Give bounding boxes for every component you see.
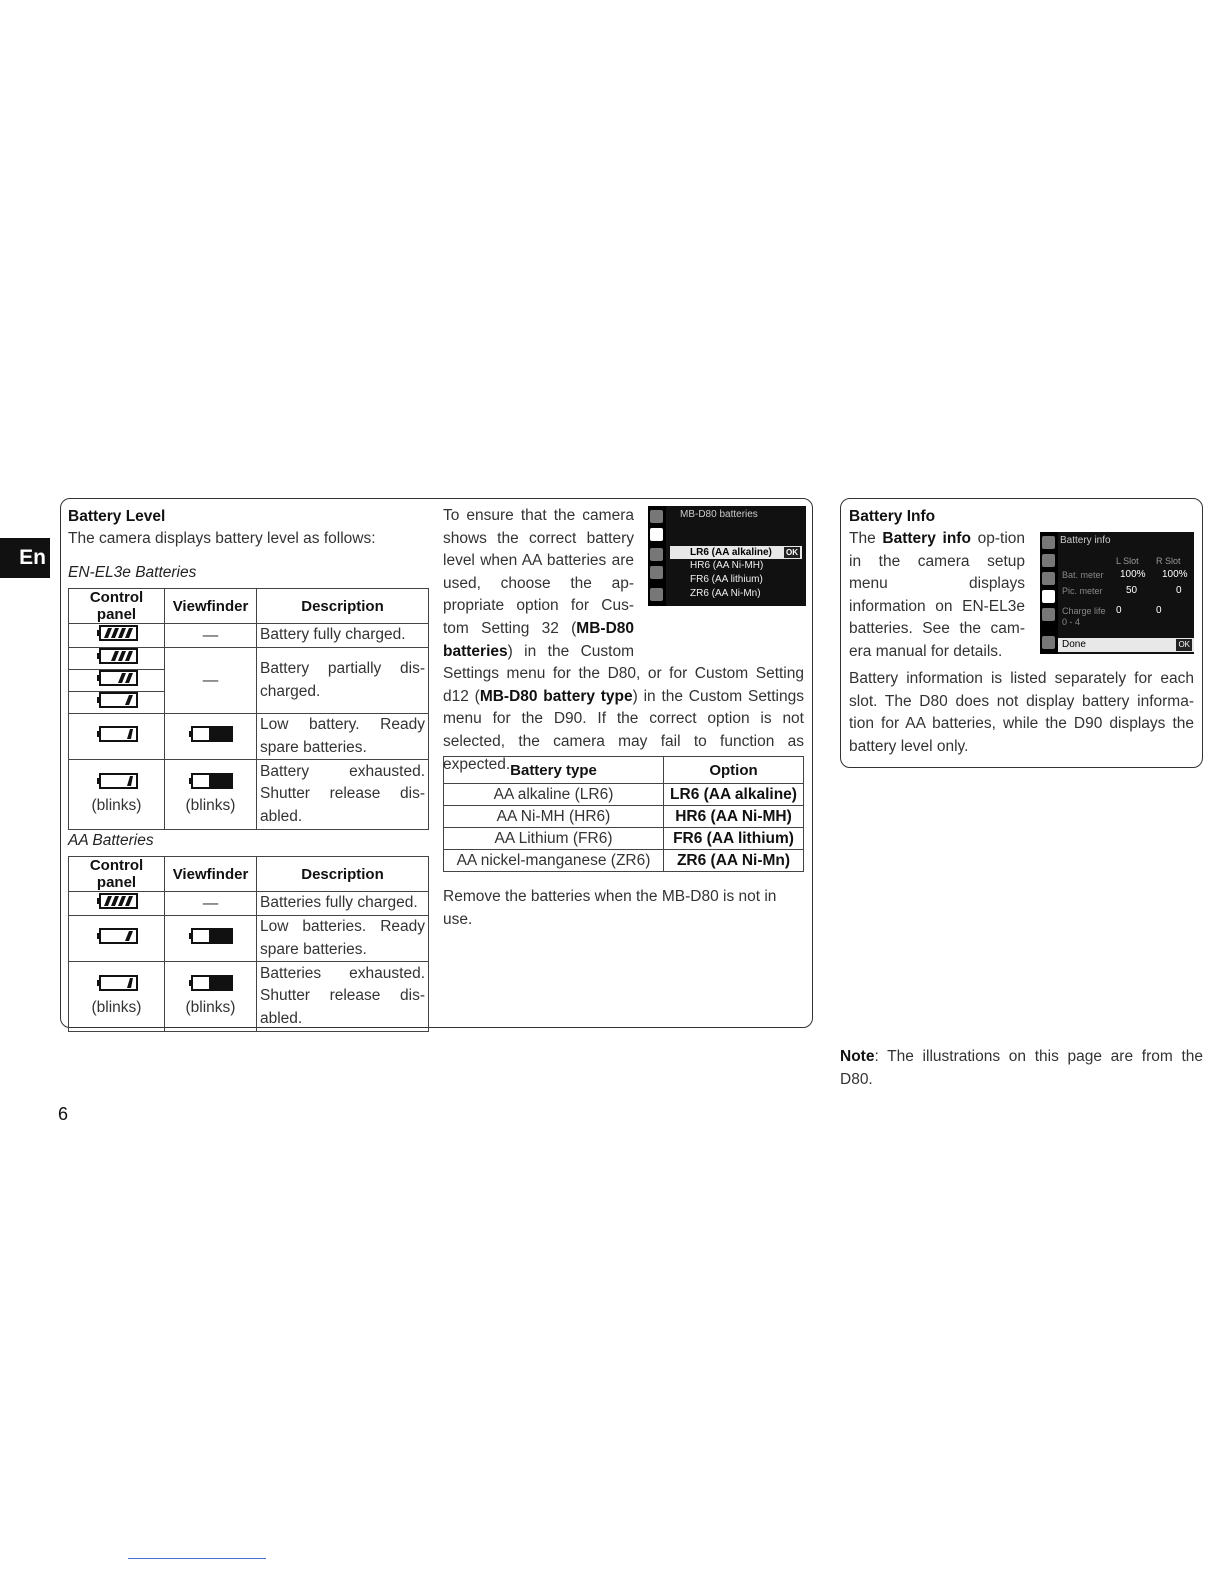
playback-icon: [1042, 536, 1055, 549]
screen-title: Battery info: [1060, 535, 1111, 546]
blinks-label: (blinks): [91, 999, 142, 1017]
viewfinder-exhausted-cell: [165, 962, 257, 1032]
pic-meter-r: 0: [1176, 585, 1182, 596]
table-row: AA nickel-manganese (ZR6) ZR6 (AA Ni-Mn): [444, 850, 804, 872]
bat-meter-label: Bat. meter: [1062, 570, 1104, 580]
battery-low-icon: [69, 916, 165, 962]
battery-level-intro: The camera displays battery level as follows:: [68, 530, 376, 547]
footer-rule: [128, 1558, 266, 1559]
table-row: [69, 648, 429, 670]
table-row: [69, 624, 429, 648]
camera-icon: [1042, 554, 1055, 567]
battery-exhausted-cell: [69, 962, 165, 1032]
battery-level-title: Battery Level: [68, 508, 166, 525]
pic-meter-l: 50: [1126, 585, 1138, 596]
viewfinder-low-icon: [165, 916, 257, 962]
header-control-panel: Control panel: [69, 589, 165, 624]
table-row: [69, 892, 429, 916]
full-desc: Battery fully charged.: [257, 624, 429, 648]
en-el3e-table: [68, 588, 429, 830]
blinks-label: (blinks): [185, 999, 236, 1017]
exhausted-desc: Battery exhausted. Shutter release dis-abled.: [257, 760, 429, 830]
en-el3e-subtitle: EN-EL3e Batteries: [68, 564, 197, 581]
header-control-panel: Control panel: [69, 857, 165, 892]
table-row: AA Ni-MH (HR6) HR6 (AA Ni-MH): [444, 806, 804, 828]
battery-exhausted-icon: [95, 975, 139, 991]
battery-low-icon: [69, 714, 165, 760]
battery-info-title: Battery Info: [849, 508, 936, 525]
battery-full-icon: [69, 892, 165, 916]
menu-option: HR6 (AA Ni-MH): [690, 560, 764, 571]
battery-exhausted-cell: [69, 760, 165, 830]
table-row: AA Lithium (FR6) FR6 (AA lithium): [444, 828, 804, 850]
header-option: Option: [664, 757, 804, 784]
header-description: Description: [257, 857, 429, 892]
viewfinder-dash: —: [165, 624, 257, 648]
table-row: [69, 916, 429, 962]
retouch-icon: [1042, 608, 1055, 621]
exhausted-desc: Batteries exhausted. Shutter release dis-abled.: [257, 962, 429, 1032]
header-viewfinder: Viewfinder: [165, 589, 257, 624]
help-icon: [1042, 636, 1055, 649]
battery-quarter-icon: [69, 692, 165, 714]
charge-life-r: 0: [1156, 605, 1162, 616]
language-tab: En: [0, 538, 50, 578]
table-row: AA alkaline (LR6) LR6 (AA alkaline): [444, 784, 804, 806]
aa-table: [68, 856, 429, 1032]
wrench-icon: [1042, 590, 1055, 603]
table-row: [69, 714, 429, 760]
battery-three-quarter-icon: [69, 648, 165, 670]
viewfinder-low-icon: [165, 714, 257, 760]
battery-full-icon: [69, 624, 165, 648]
illustration-note: Note: The illustrations on this page are from the D80.: [840, 1048, 1203, 1088]
viewfinder-exhausted-icon: [187, 975, 235, 991]
viewfinder-dash: —: [165, 892, 257, 916]
battery-type-table: [443, 756, 804, 872]
bat-meter-l: 100%: [1120, 569, 1146, 580]
low-desc: Low battery. Ready spare batteries.: [257, 714, 429, 760]
battery-exhausted-icon: [95, 773, 139, 789]
pic-meter-label: Pic. meter: [1062, 586, 1103, 596]
viewfinder-exhausted-cell: [165, 760, 257, 830]
pencil-icon: [1042, 572, 1055, 585]
blinks-label: (blinks): [185, 797, 236, 815]
aa-subtitle: AA Batteries: [68, 832, 154, 849]
viewfinder-exhausted-icon: [187, 773, 235, 789]
battery-info-screenshot: [1040, 532, 1194, 654]
table-row: [69, 962, 429, 1032]
header-battery-type: Battery type: [444, 757, 664, 784]
battery-info-intro: The Battery info op-tion in the camera setup menu displays information on EN-EL3e batteries. See the cam-era manual for details.: [849, 530, 1026, 660]
table-row: [69, 760, 429, 830]
page-number: 6: [58, 1104, 69, 1124]
charge-life-range: 0 - 4: [1062, 617, 1081, 627]
screen-title: MB-D80 batteries: [680, 509, 758, 520]
charge-life-l: 0: [1116, 605, 1122, 616]
menu-option: ZR6 (AA Ni-Mn): [690, 588, 761, 599]
full-desc: Batteries fully charged.: [257, 892, 429, 916]
battery-info-details: Battery information is listed separately for each slot. The D80 does not display battery informa-tion for AA batteries, while the D90 displays the battery level only.: [849, 670, 1194, 755]
ok-badge: OK: [786, 548, 798, 557]
header-description: Description: [257, 589, 429, 624]
mb-d80-instructions: To ensure that the camera shows the correct battery level when AA batteries are used, choose the ap-propriate option for Cus-tom Setting 32 (MB-D80 batteries) in the Custom Settings menu for the D80, or for Custom Setting d12 (MB-D80 battery type) in the Custom Settings menu for the D90. If the correct option is not selected, the camera may fail to function as expected.: [443, 507, 804, 773]
low-desc: Low batteries. Ready spare batteries.: [257, 916, 429, 962]
remove-batteries-note: Remove the batteries when the MB-D80 is not in use.: [443, 888, 777, 928]
battery-half-icon: [69, 670, 165, 692]
selected-option: LR6 (AA alkaline) OK: [670, 546, 802, 559]
bat-meter-r: 100%: [1162, 569, 1188, 580]
col-r-slot: R Slot: [1156, 556, 1181, 566]
blinks-label: (blinks): [91, 797, 142, 815]
charge-life-label: Charge life: [1062, 606, 1106, 616]
done-row: Done OK: [1058, 638, 1194, 652]
viewfinder-dash: —: [165, 648, 257, 714]
ok-badge: OK: [1178, 640, 1190, 649]
col-l-slot: L Slot: [1116, 556, 1139, 566]
menu-option: FR6 (AA lithium): [690, 574, 763, 585]
header-viewfinder: Viewfinder: [165, 857, 257, 892]
partial-desc: Battery partially dis-charged.: [257, 648, 429, 714]
